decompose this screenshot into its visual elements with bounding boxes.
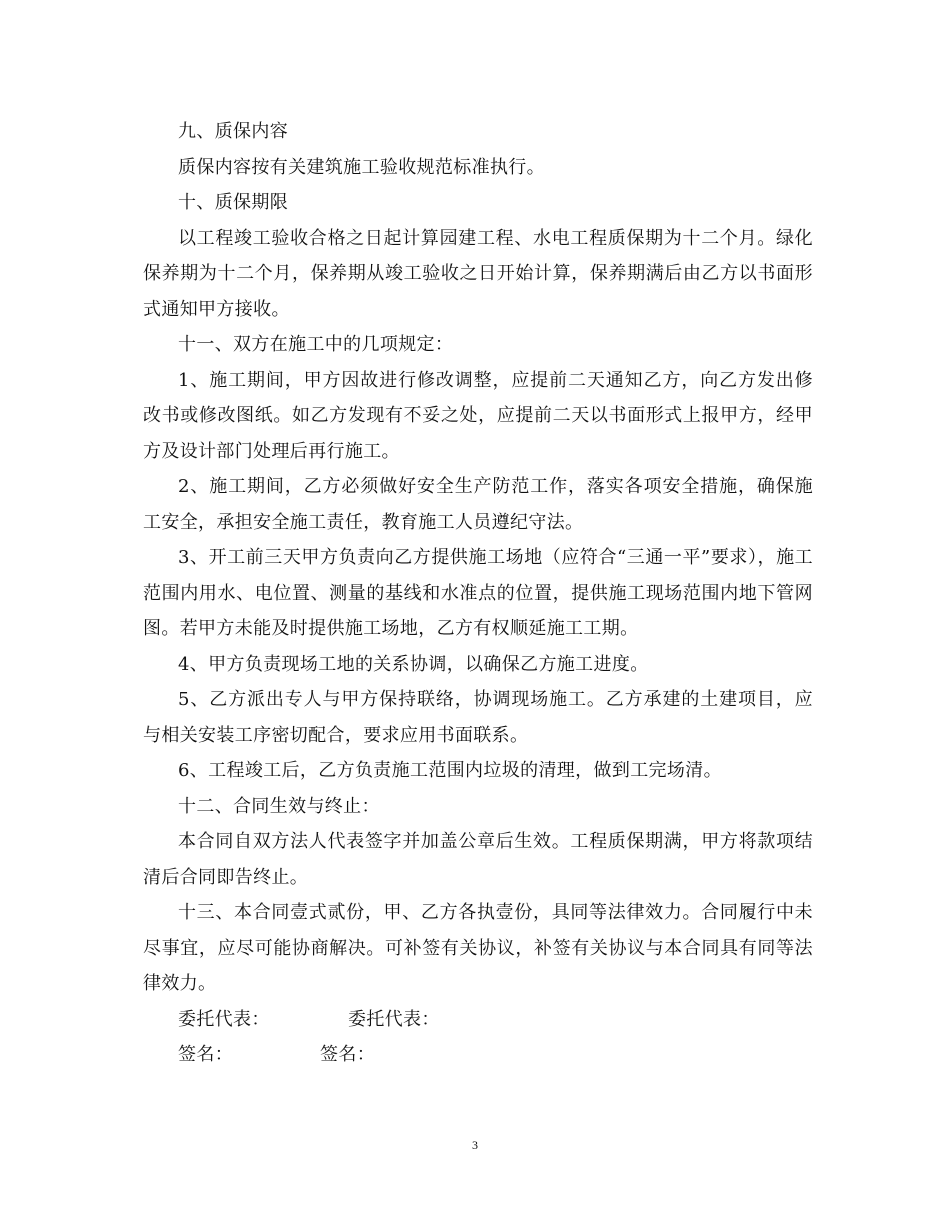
paragraph-copies-validity: 十三、本合同壹式贰份，甲、乙方各执壹份，具同等法律效力。合同履行中未尽事宜，应尽可能协商解决。可补签有关协议，补签有关协议与本合同具有同等法律效力。 <box>143 902 813 994</box>
document-body <box>143 114 813 1073</box>
section-heading-warranty-period: 十、质保期限 <box>178 192 289 213</box>
provision-item-5: 5、乙方派出专人与甲方保持联络，协调现场施工。乙方承建的土建项目，应与相关安装工序密切配合，要求应用书面联系。 <box>143 689 813 746</box>
provision-item-3: 3、开工前三天甲方负责向乙方提供施工场地（应符合“三通一平”要求），施工范围内用水、电位置、测量的基线和水准点的位置，提供施工现场范围内地下管网图。若甲方未能及时提供施工场地，乙方有权顺延施工工期。 <box>143 547 813 639</box>
paragraph-effect-termination: 本合同自双方法人代表签字并加盖公章后生效。工程质保期满，甲方将款项结清后合同即告终止。 <box>143 831 813 888</box>
paragraph-warranty-period: 以工程竣工验收合格之日起计算园建工程、水电工程质保期为十二个月。绿化保养期为十二个月，保养期从竣工验收之日开始计算，保养期满后由乙方以书面形式通知甲方接收。 <box>143 227 813 320</box>
provision-item-4: 4、甲方负责现场工地的关系协调，以确保乙方施工进度。 <box>178 653 649 675</box>
provision-item-6: 6、工程竣工后，乙方负责施工范围内垃圾的清理，做到工完场清。 <box>178 760 722 781</box>
signature-label-right: 签名： <box>320 1044 376 1065</box>
provision-item-1: 1、施工期间，甲方因故进行修改调整，应提前二天通知乙方，向乙方发出修改书或修改图纸。如乙方发现有不妥之处，应提前二天以书面形式上报甲方，经甲方及设计部门处理后再行施工。 <box>143 369 813 462</box>
section-heading-effect-termination: 十二、合同生效与终止： <box>178 795 380 817</box>
signature-label-left: 签名： <box>178 1044 234 1065</box>
paragraph-warranty-content: 质保内容按有关建筑施工验收规范标准执行。 <box>178 156 545 178</box>
section-heading-warranty-content: 九、质保内容 <box>178 121 289 142</box>
section-heading-provisions: 十一、双方在施工中的几项规定： <box>178 334 454 355</box>
representative-row <box>143 1002 813 1038</box>
provision-item-2: 2、施工期间，乙方必须做好安全生产防范工作，落实各项安全措施，确保施工安全，承担安全施工责任，教育施工人员遵纪守法。 <box>143 476 813 533</box>
representative-label-right: 委托代表： <box>348 1008 440 1030</box>
page-number: 3 <box>472 1138 478 1152</box>
signature-row <box>143 1037 813 1073</box>
representative-label-left: 委托代表： <box>178 1008 270 1030</box>
